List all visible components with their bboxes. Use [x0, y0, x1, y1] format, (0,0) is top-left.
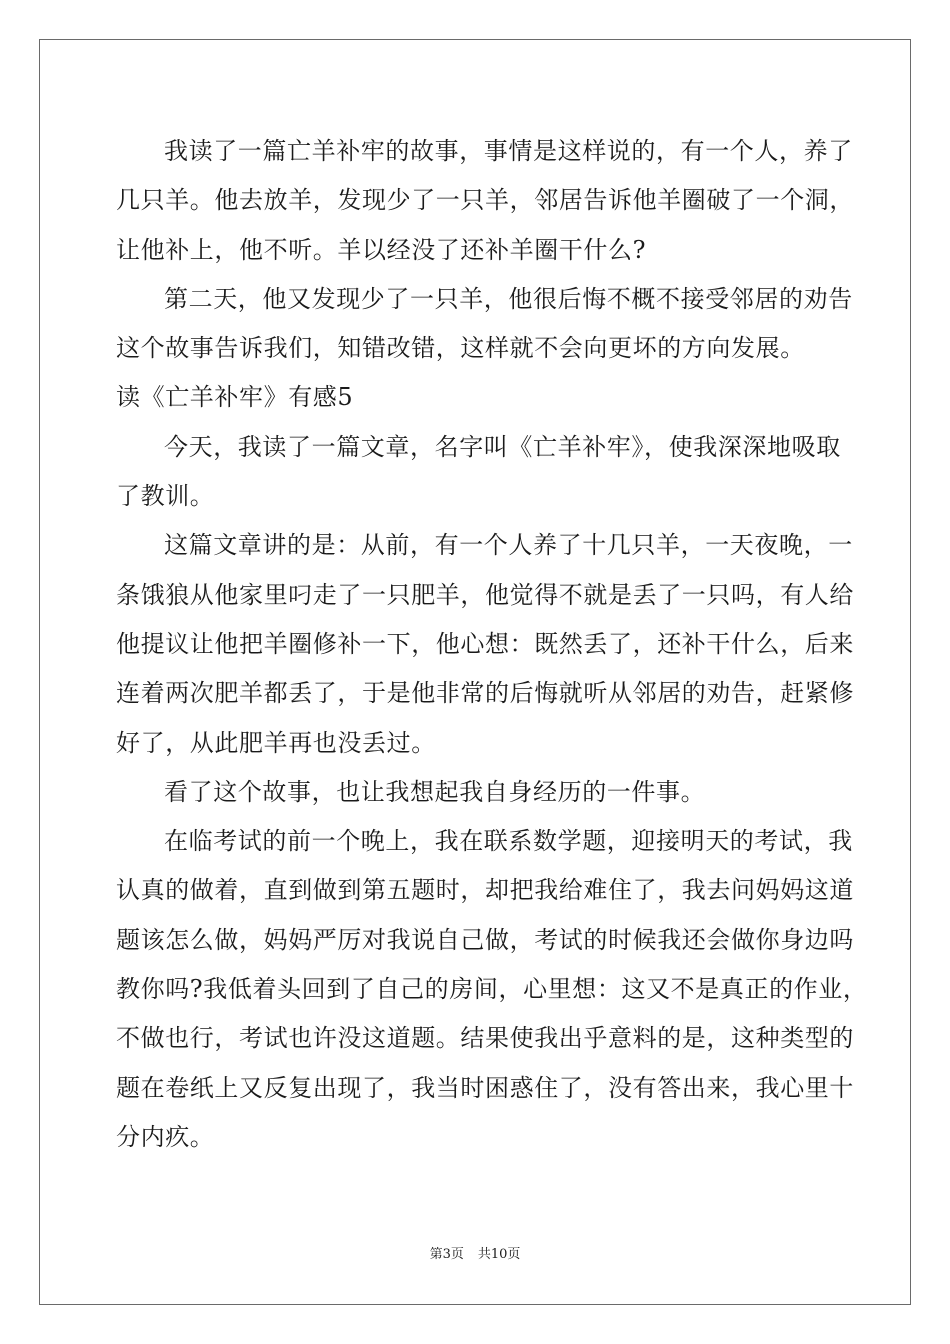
paragraph-line: 让他补上，他不听。羊以经没了还补羊圈干什么? — [116, 235, 647, 264]
paragraph-line: 不做也行，考试也许没这道题。结果使我出乎意料的是，这种类型的 — [116, 1024, 854, 1053]
paragraph-line: 分内疚。 — [116, 1122, 215, 1151]
paragraph-line: 他提议让他把羊圈修补一下，他心想：既然丢了，还补干什么，后来 — [116, 629, 854, 658]
paragraph-line: 了教训。 — [116, 482, 215, 511]
section-heading: 读《亡羊补牢》有感5 — [116, 383, 354, 412]
paragraph-line: 好了，从此肥羊再也没丢过。 — [116, 728, 436, 757]
paragraph-line: 第二天，他又发现少了一只羊，他很后悔不概不接受邻居的劝告 — [164, 284, 853, 313]
page-number-current: 第3页 — [429, 1247, 464, 1262]
paragraph-line: 几只羊。他去放羊，发现少了一只羊，邻居告诉他羊圈破了一个洞， — [116, 186, 854, 215]
paragraph-line: 连着两次肥羊都丢了，于是他非常的后悔就听从邻居的劝告，赶紧修 — [116, 679, 854, 708]
paragraph-line: 看了这个故事，也让我想起我自身经历的一件事。 — [164, 777, 706, 806]
paragraph-line: 题在卷纸上又反复出现了，我当时困惑住了，没有答出来，我心里十 — [116, 1073, 854, 1102]
paragraph-line: 教你吗?我低着头回到了自己的房间，心里想：这又不是真正的作业， — [116, 975, 868, 1004]
paragraph-line: 这个故事告诉我们，知错改错，这样就不会向更坏的方向发展。 — [116, 334, 805, 363]
paragraph-line: 认真的做着，直到做到第五题时，却把我给难住了，我去问妈妈这道 — [116, 876, 854, 905]
paragraph-line: 今天，我读了一篇文章，名字叫《亡羊补牢》，使我深深地吸取 — [164, 432, 841, 461]
paragraph-line: 题该怎么做，妈妈严厉对我说自己做，考试的时候我还会做你身边吗 — [116, 925, 854, 954]
paragraph-line: 条饿狼从他家里叼走了一只肥羊，他觉得不就是丢了一只吗，有人给 — [116, 580, 854, 609]
paragraph-line: 在临考试的前一个晚上，我在联系数学题，迎接明天的考试，我 — [164, 827, 853, 856]
page-number-total: 共10页 — [477, 1247, 521, 1262]
page-footer — [0, 1246, 950, 1264]
paragraph-line: 我读了一篇亡羊补牢的故事，事情是这样说的，有一个人，养了 — [164, 137, 853, 165]
paragraph-line: 这篇文章讲的是：从前，有一个人养了十几只羊，一天夜晚，一 — [164, 531, 853, 560]
document-body — [116, 127, 868, 1162]
